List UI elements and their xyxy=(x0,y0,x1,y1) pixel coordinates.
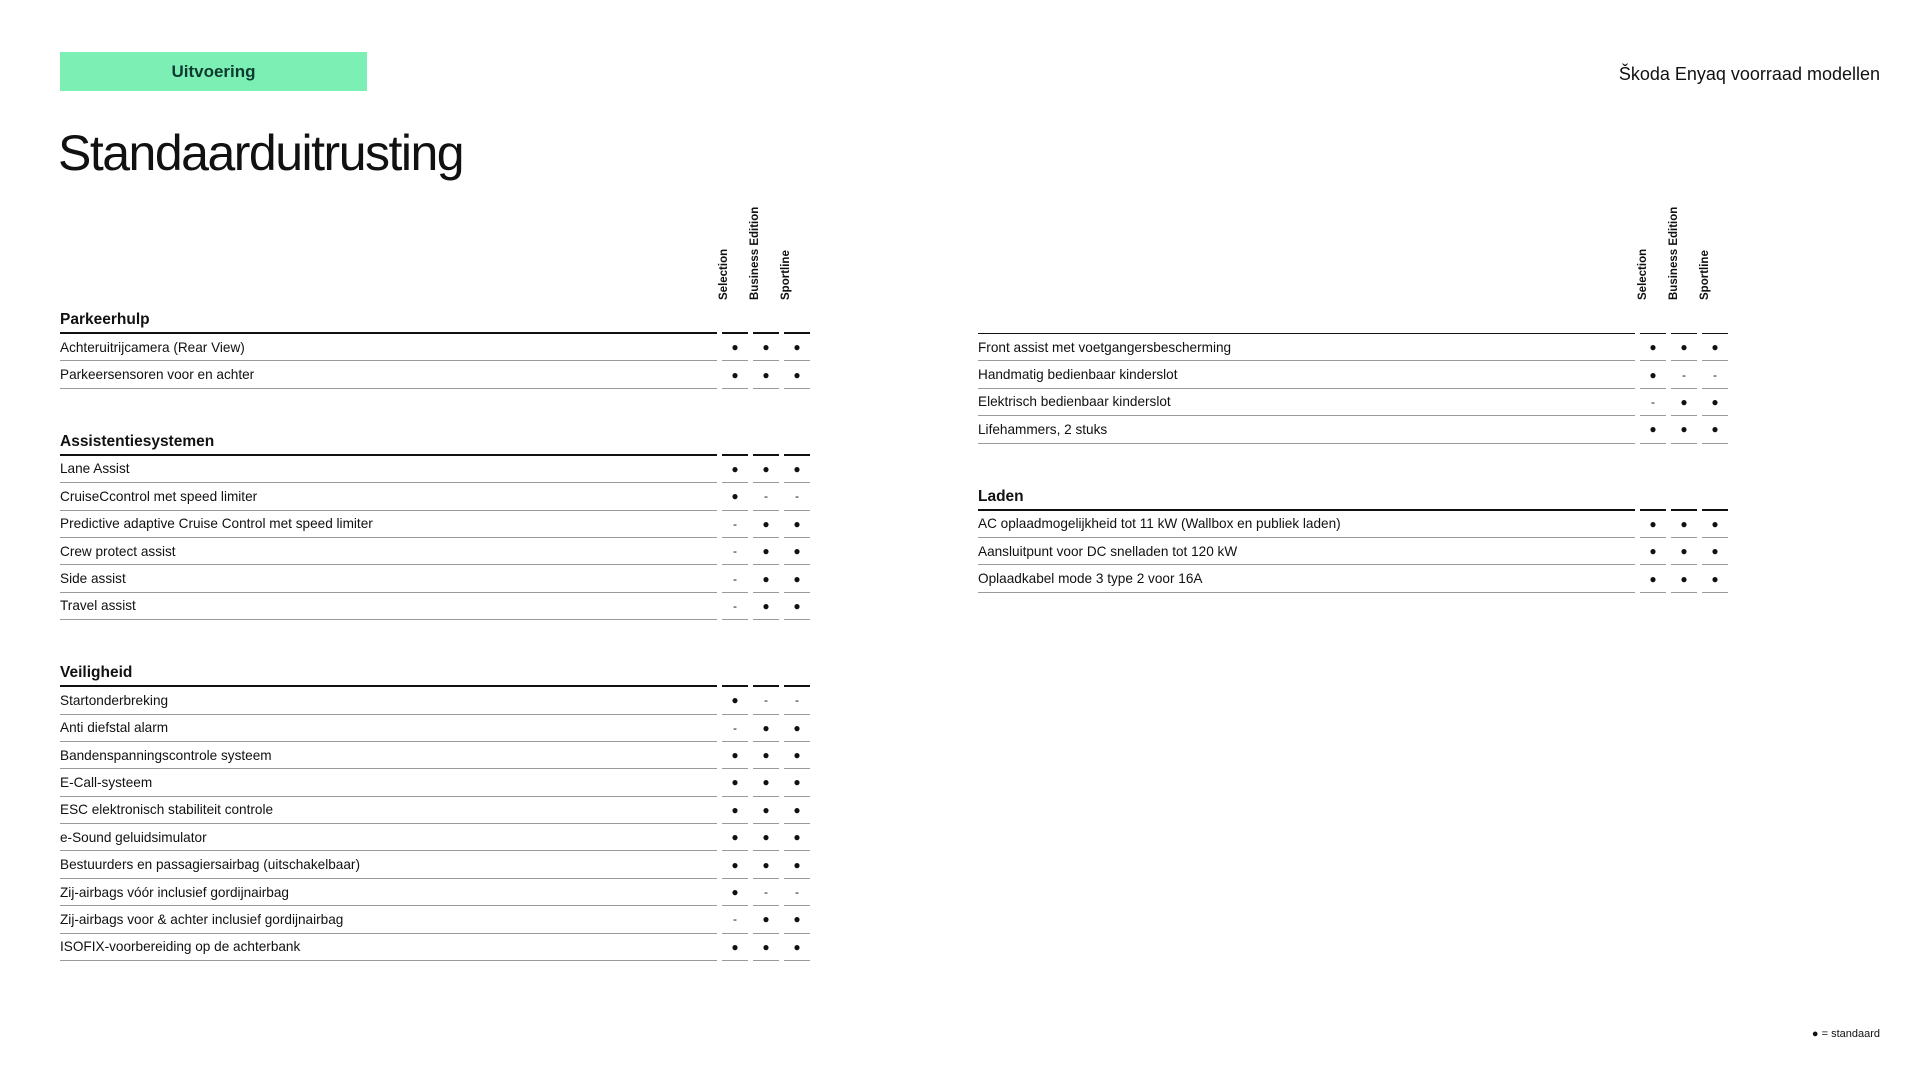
column-header-sportline: Sportline xyxy=(780,250,792,300)
availability-mark: ● xyxy=(784,906,810,933)
equipment-section xyxy=(60,303,810,389)
feature-label: Front assist met voetgangersbescherming xyxy=(978,334,1635,361)
table-row xyxy=(978,511,1728,538)
feature-label: CruiseCcontrol met speed limiter xyxy=(60,483,717,510)
availability-mark: ● xyxy=(1702,511,1728,538)
feature-label: AC oplaadmogelijkheid tot 11 kW (Wallbox en publiek laden) xyxy=(978,511,1635,538)
availability-mark: - xyxy=(722,593,748,620)
feature-label: ESC elektronisch stabiliteit controle xyxy=(60,797,717,824)
availability-mark: ● xyxy=(1702,565,1728,592)
document-title: Škoda Enyaq voorraad modellen xyxy=(1618,64,1880,84)
table-row xyxy=(60,769,810,796)
legend: ● = standaard xyxy=(1811,1028,1880,1040)
column-header-selection: Selection xyxy=(1637,248,1649,300)
table-row xyxy=(60,565,810,592)
table-row xyxy=(978,416,1728,443)
feature-label: Aansluitpunt voor DC snelladen tot 120 kW xyxy=(978,538,1635,565)
availability-mark: ● xyxy=(722,851,748,878)
table-row xyxy=(60,687,810,714)
availability-mark: ● xyxy=(753,715,779,742)
availability-mark: ● xyxy=(753,742,779,769)
feature-label: Elektrisch bedienbaar kinderslot xyxy=(978,389,1635,416)
availability-mark: ● xyxy=(784,538,810,565)
feature-label: Travel assist xyxy=(60,593,717,620)
availability-mark: ● xyxy=(722,687,748,714)
feature-label: Zij-airbags voor & achter inclusief gordijnairbag xyxy=(60,906,717,933)
availability-mark: ● xyxy=(722,879,748,906)
table-row xyxy=(978,538,1728,565)
availability-mark: ● xyxy=(784,456,810,483)
availability-mark: ● xyxy=(1671,565,1697,592)
section-title: Laden xyxy=(978,480,1635,511)
table-row xyxy=(60,593,810,620)
feature-label: Lane Assist xyxy=(60,456,717,483)
feature-label: Oplaadkabel mode 3 type 2 voor 16A xyxy=(978,565,1635,592)
table-row xyxy=(60,906,810,933)
equipment-table-left xyxy=(60,303,810,961)
table-row xyxy=(60,538,810,565)
availability-mark: ● xyxy=(722,797,748,824)
availability-mark: ● xyxy=(784,797,810,824)
availability-mark: ● xyxy=(753,511,779,538)
availability-mark: ● xyxy=(784,851,810,878)
table-row xyxy=(60,511,810,538)
table-row xyxy=(60,879,810,906)
availability-mark: ● xyxy=(1640,416,1666,443)
availability-mark: - xyxy=(1640,389,1666,416)
availability-mark: ● xyxy=(1671,511,1697,538)
availability-mark: ● xyxy=(784,565,810,592)
feature-label: E-Call-systeem xyxy=(60,769,717,796)
availability-mark: ● xyxy=(722,742,748,769)
availability-mark: ● xyxy=(722,483,748,510)
availability-mark: ● xyxy=(753,456,779,483)
availability-mark: ● xyxy=(753,361,779,388)
availability-mark: ● xyxy=(1671,416,1697,443)
availability-mark: ● xyxy=(722,334,748,361)
availability-mark: ● xyxy=(753,538,779,565)
availability-mark: - xyxy=(722,906,748,933)
availability-mark: ● xyxy=(784,361,810,388)
availability-mark: ● xyxy=(753,824,779,851)
availability-mark: ● xyxy=(722,824,748,851)
equipment-section xyxy=(60,425,810,620)
availability-mark: ● xyxy=(1640,334,1666,361)
availability-mark: - xyxy=(784,687,810,714)
availability-mark: ● xyxy=(753,769,779,796)
availability-mark: ● xyxy=(753,334,779,361)
availability-mark: - xyxy=(784,483,810,510)
availability-mark: ● xyxy=(1702,334,1728,361)
table-row xyxy=(60,334,810,361)
availability-mark: - xyxy=(722,715,748,742)
availability-mark: ● xyxy=(784,511,810,538)
feature-label: Parkeersensoren voor en achter xyxy=(60,361,717,388)
feature-label: Predictive adaptive Cruise Control met speed limiter xyxy=(60,511,717,538)
column-headers-left xyxy=(718,200,818,300)
table-row xyxy=(60,361,810,388)
section-title: Assistentiesystemen xyxy=(60,425,717,456)
availability-mark: ● xyxy=(784,334,810,361)
feature-label: Anti diefstal alarm xyxy=(60,715,717,742)
column-headers-right xyxy=(1637,200,1737,300)
feature-label: Side assist xyxy=(60,565,717,592)
availability-mark: - xyxy=(753,687,779,714)
availability-mark: ● xyxy=(753,851,779,878)
table-row xyxy=(60,742,810,769)
table-row xyxy=(60,715,810,742)
feature-label: e-Sound geluidsimulator xyxy=(60,824,717,851)
availability-mark: ● xyxy=(1671,389,1697,416)
availability-mark: ● xyxy=(784,593,810,620)
availability-mark: ● xyxy=(753,565,779,592)
section-header xyxy=(60,425,810,456)
availability-mark: ● xyxy=(1640,361,1666,388)
availability-mark: ● xyxy=(1671,334,1697,361)
availability-mark: ● xyxy=(722,934,748,961)
section-header xyxy=(978,480,1728,511)
table-row xyxy=(60,851,810,878)
table-row xyxy=(60,934,810,961)
availability-mark: ● xyxy=(1702,416,1728,443)
table-row xyxy=(978,389,1728,416)
equipment-section xyxy=(978,480,1728,593)
feature-label: Bestuurders en passagiersairbag (uitschakelbaar) xyxy=(60,851,717,878)
availability-mark: ● xyxy=(784,742,810,769)
feature-label: Crew protect assist xyxy=(60,538,717,565)
availability-mark: ● xyxy=(1702,538,1728,565)
column-header-sportline: Sportline xyxy=(1699,250,1711,300)
feature-label: Lifehammers, 2 stuks xyxy=(978,416,1635,443)
feature-label: ISOFIX-voorbereiding op de achterbank xyxy=(60,934,717,961)
availability-mark: ● xyxy=(784,715,810,742)
table-row xyxy=(978,565,1728,592)
availability-mark: ● xyxy=(753,593,779,620)
availability-mark: - xyxy=(722,565,748,592)
availability-mark: ● xyxy=(753,797,779,824)
section-badge: Uitvoering xyxy=(60,52,367,91)
column-header-business-edition: Business Edition xyxy=(749,206,761,300)
section-title: Veiligheid xyxy=(60,656,717,687)
section-header xyxy=(60,303,810,334)
availability-mark: - xyxy=(722,511,748,538)
table-row xyxy=(60,456,810,483)
feature-label: Handmatig bedienbaar kinderslot xyxy=(978,361,1635,388)
availability-mark: - xyxy=(722,538,748,565)
availability-mark: ● xyxy=(784,769,810,796)
availability-mark: ● xyxy=(1640,511,1666,538)
availability-mark: - xyxy=(753,483,779,510)
column-header-selection: Selection xyxy=(718,248,730,300)
availability-mark: ● xyxy=(1702,389,1728,416)
table-row xyxy=(978,361,1728,388)
availability-mark: - xyxy=(1702,361,1728,388)
availability-mark: ● xyxy=(722,769,748,796)
section-header xyxy=(978,303,1728,334)
feature-label: Bandenspanningscontrole systeem xyxy=(60,742,717,769)
equipment-section xyxy=(978,303,1728,444)
availability-mark: ● xyxy=(753,934,779,961)
equipment-section xyxy=(60,656,810,961)
section-header xyxy=(60,656,810,687)
availability-mark: ● xyxy=(784,934,810,961)
equipment-table-right xyxy=(978,303,1728,593)
availability-mark: ● xyxy=(1671,538,1697,565)
availability-mark: ● xyxy=(722,456,748,483)
feature-label: Startonderbreking xyxy=(60,687,717,714)
availability-mark: ● xyxy=(1640,565,1666,592)
availability-mark: - xyxy=(753,879,779,906)
page-title: Standaarduitrusting xyxy=(58,125,464,181)
table-row xyxy=(60,824,810,851)
availability-mark: ● xyxy=(722,361,748,388)
availability-mark: ● xyxy=(784,824,810,851)
feature-label: Achteruitrijcamera (Rear View) xyxy=(60,334,717,361)
availability-mark: ● xyxy=(753,906,779,933)
feature-label: Zij-airbags vóór inclusief gordijnairbag xyxy=(60,879,717,906)
column-header-business-edition: Business Edition xyxy=(1668,206,1680,300)
table-row xyxy=(60,483,810,510)
availability-mark: - xyxy=(1671,361,1697,388)
availability-mark: ● xyxy=(1640,538,1666,565)
availability-mark: - xyxy=(784,879,810,906)
table-row xyxy=(60,797,810,824)
section-title xyxy=(978,303,1635,334)
table-row xyxy=(978,334,1728,361)
section-title: Parkeerhulp xyxy=(60,303,717,334)
